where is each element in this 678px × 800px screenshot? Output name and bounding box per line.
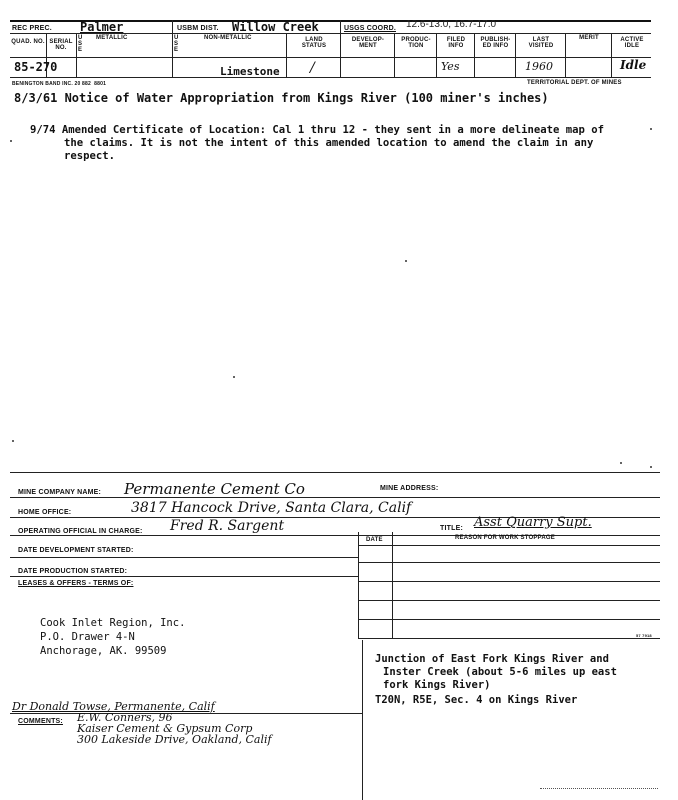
printer-imprint: BENINGTON BAND INC. 20 xyxy=(12,81,81,87)
dev-started-label: DATE DEVELOPMENT STARTED: xyxy=(18,547,134,554)
note-water-appropriation: 8/3/61 Notice of Water Appropriation from Kings River (100 miner's inches) xyxy=(14,91,549,105)
nonmetallic-value: Limestone xyxy=(220,65,280,78)
col-metallic-letters: U S E xyxy=(78,35,83,53)
stoppage-rule xyxy=(358,638,660,639)
comment-line2: Kaiser Cement & Gypsum Corp xyxy=(77,722,253,735)
stoppage-rule xyxy=(358,581,660,582)
mine-company-value: Permanente Cement Co xyxy=(124,480,305,498)
col-published-info: PUBLISH-ED INFO xyxy=(480,37,511,49)
form-top-rule xyxy=(10,472,660,473)
col-nonmetallic-letters: U S E xyxy=(174,35,179,53)
header-divider-a xyxy=(172,20,173,33)
speck xyxy=(620,462,622,464)
usbm-dist-value: Willow Creek xyxy=(232,20,319,34)
col-divider-filed xyxy=(436,33,437,77)
title-value: Asst Quarry Supt. xyxy=(474,515,592,530)
stoppage-rule xyxy=(358,600,660,601)
comment-line3: 300 Lakeside Drive, Oakland, Calif xyxy=(77,733,272,746)
stoppage-rule xyxy=(358,562,660,563)
mine-address-label: MINE ADDRESS: xyxy=(380,485,439,492)
col-divider-nonmetallic xyxy=(172,33,173,77)
speck xyxy=(233,376,235,378)
col-divider-metallic xyxy=(76,33,77,77)
date-header: DATE xyxy=(366,537,383,543)
header-bottom-rule xyxy=(10,77,651,78)
usbm-dist-label: USBM DIST. xyxy=(177,25,219,32)
comment-line1: E.W. Conners, 96 xyxy=(77,711,173,724)
filed-info-value: Yes xyxy=(441,60,460,73)
speck xyxy=(650,128,652,130)
col-last-visited: LAST VISITED xyxy=(528,37,554,49)
bottom-imprint-rule xyxy=(540,788,658,789)
header-divider-b xyxy=(340,20,341,33)
active-idle-value: Idle xyxy=(620,58,647,72)
land-status-value: / xyxy=(310,60,315,76)
title-label: TITLE: xyxy=(440,525,463,532)
lessee-line2: P.O. Drawer 4-N xyxy=(40,631,135,643)
form-code: 57 7918 xyxy=(636,633,652,638)
col-development: DEVELOP-MENT xyxy=(351,37,385,49)
col-active-idle: ACTIVE IDLE xyxy=(620,37,644,49)
form-rule xyxy=(10,497,660,498)
home-office-value: 3817 Hancock Drive, Santa Clara, Calif xyxy=(131,500,412,516)
form-rule xyxy=(10,535,660,536)
stoppage-rule xyxy=(358,619,660,620)
col-divider-active xyxy=(611,33,612,77)
location-line2: Inster Creek (about 5-6 miles up east xyxy=(383,666,617,678)
note-amended-line3: respect. xyxy=(64,150,116,162)
official-value: Fred R. Sargent xyxy=(170,518,285,534)
col-merit: MERIT xyxy=(579,35,599,41)
col-divider-pub xyxy=(474,33,475,77)
col-divider-merit xyxy=(565,33,566,77)
official-label: OPERATING OFFICIAL IN CHARGE: xyxy=(18,528,143,535)
speck xyxy=(12,440,14,442)
col-serial-no: SERIAL NO. xyxy=(49,39,73,51)
form-rule xyxy=(10,576,358,577)
stoppage-divider-left xyxy=(358,532,359,638)
col-land-status: LAND STATUS xyxy=(301,37,327,49)
lessee-line3: Anchorage, AK. 99509 xyxy=(40,645,167,657)
dept-note: TERRITORIAL DEPT. OF MINES xyxy=(527,80,622,86)
location-line1: Junction of East Fork Kings River and xyxy=(375,653,609,665)
stoppage-divider-lower xyxy=(362,640,363,800)
header-rule-2 xyxy=(10,57,651,58)
note-amended-line1: 9/74 Amended Certificate of Location: Cal 1 thru 12 - they sent in a more delineate map of xyxy=(30,124,605,136)
handwritten-contact: Dr Donald Towse, Permanente, Calif xyxy=(12,700,215,713)
home-office-label: HOME OFFICE: xyxy=(18,509,72,516)
mine-company-label: MINE COMPANY NAME: xyxy=(18,489,102,496)
col-divider-prod xyxy=(394,33,395,77)
location-line3: fork Kings River) xyxy=(383,679,491,691)
col-metallic: METALLIC xyxy=(96,35,128,41)
usgs-coord-label: USGS COORD. xyxy=(344,25,396,32)
col-production: PRODUC-TION xyxy=(401,37,431,49)
form-rule xyxy=(10,713,362,714)
form-rule xyxy=(10,557,358,558)
rec-prec-label: REC PREC. xyxy=(12,25,52,32)
location-line4: T20N, R5E, Sec. 4 on Kings River xyxy=(375,694,578,706)
usgs-coord-value: 12.6-13.0, 16.7-17.0 xyxy=(406,19,497,30)
prod-started-label: DATE PRODUCTION STARTED: xyxy=(18,568,128,575)
col-divider-dev xyxy=(340,33,341,77)
col-quad-no: QUAD. NO. xyxy=(11,39,45,45)
comments-label: COMMENTS: xyxy=(18,718,63,725)
leases-label: LEASES & OFFERS - TERMS OF: xyxy=(18,580,134,587)
col-nonmetallic: NON-METALLIC xyxy=(204,35,252,41)
quad-serial-value: 85-270 xyxy=(14,60,58,74)
col-divider-land xyxy=(286,33,287,77)
rec-prec-value: Palmer xyxy=(80,20,124,34)
speck xyxy=(650,466,652,468)
speck xyxy=(405,260,407,262)
lessee-line1: Cook Inlet Region, Inc. xyxy=(40,617,186,629)
last-visited-value: 1960 xyxy=(525,60,553,73)
printer-codes: 882 8801 xyxy=(82,81,107,87)
col-divider-last xyxy=(515,33,516,77)
reason-header: REASON FOR WORK STOPPAGE xyxy=(455,535,555,541)
stoppage-rule xyxy=(358,545,660,546)
col-filed-info: FILED INFO xyxy=(446,37,466,49)
stoppage-divider-date xyxy=(392,532,393,638)
note-amended-line2: the claims. It is not the intent of this amended location to amend the claim in any xyxy=(64,137,594,149)
speck xyxy=(10,140,12,142)
